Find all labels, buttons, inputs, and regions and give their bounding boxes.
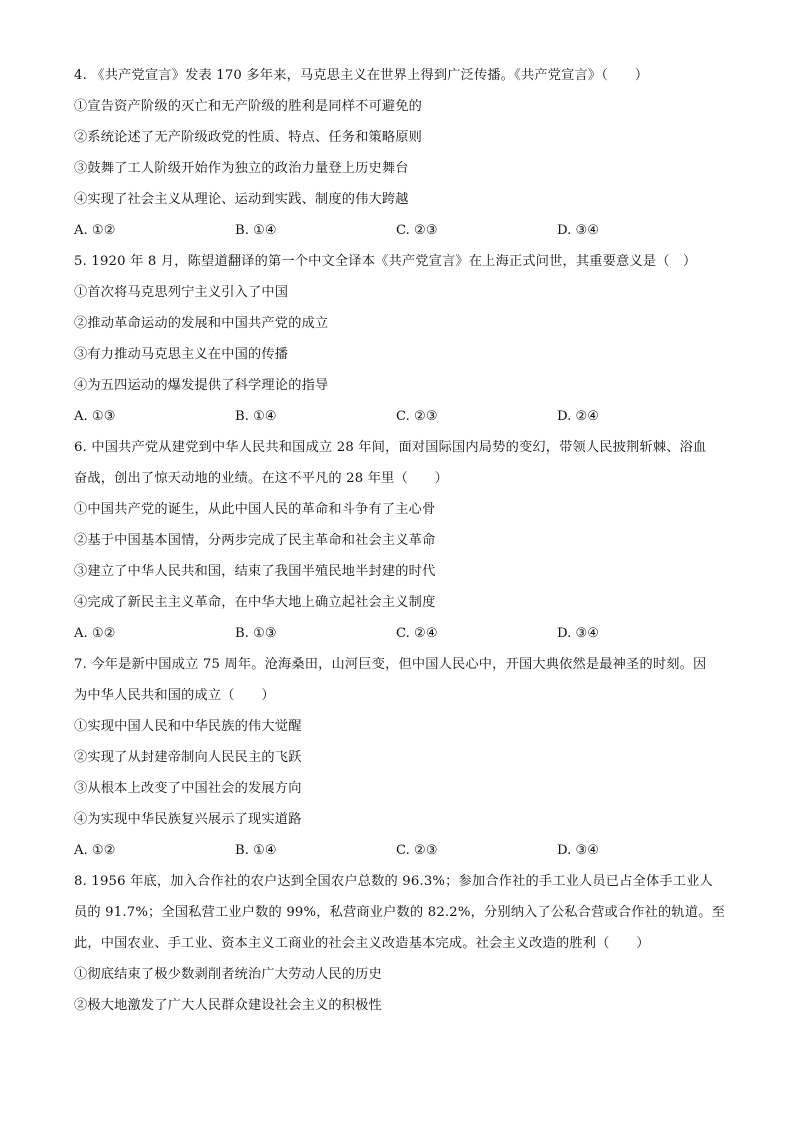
answer-option-c[interactable]: C. ②④ — [396, 626, 438, 641]
question-stem-line: 此，中国农业、手工业、资本主义工商业的社会主义改造基本完成。社会主义改造的胜利（ ） — [74, 936, 650, 951]
answer-option-a[interactable]: A. ①② — [74, 626, 116, 641]
answer-option-b[interactable]: B. ①④ — [235, 409, 277, 424]
answer-options — [74, 835, 734, 866]
statement-item: ③有力推动马克思主义在中国的传播 — [74, 347, 289, 362]
question-4 — [74, 60, 734, 246]
statement-item: ①彻底结束了极少数剥削者统治广大劳动人民的历史 — [74, 967, 382, 982]
statement-item: ④实现了社会主义从理论、运动到实践、制度的伟大跨越 — [74, 192, 409, 207]
answer-option-c[interactable]: C. ②③ — [396, 223, 438, 238]
question-stem-line: 8. 1956 年底，加入合作社的农户达到全国农户总数的 96.3%；参加合作社的手工业人员已占全体手工业人 — [74, 874, 713, 889]
answer-option-c[interactable]: C. ②③ — [396, 409, 438, 424]
question-6 — [74, 432, 734, 649]
question-7 — [74, 649, 734, 866]
statement-item: ②系统论述了无产阶级政党的性质、特点、任务和策略原则 — [74, 130, 423, 145]
statement-item: ②推动革命运动的发展和中国共产党的成立 — [74, 316, 329, 331]
answer-option-b[interactable]: B. ①④ — [235, 223, 277, 238]
answer-option-d[interactable]: D. ③④ — [557, 223, 600, 238]
statement-item: ②实现了从封建帝制向人民民主的飞跃 — [74, 750, 302, 765]
question-stem-line: 为中华人民共和国的成立（ ） — [74, 688, 275, 703]
statement-item: ②极大地激发了广大人民群众建设社会主义的积极性 — [74, 998, 382, 1013]
question-stem-line: 5. 1920 年 8 月，陈望道翻译的第一个中文全译本《共产党宣言》在上海正式问世，其重要意义是（ ） — [74, 254, 697, 269]
question-stem-line: 员的 91.7%；全国私营工业户数的 99%，私营商业户数的 82.2%，分别纳入了公私合营或合作社的轨道。至 — [74, 905, 725, 920]
statement-item: ①宣告资产阶级的灭亡和无产阶级的胜利是同样不可避免的 — [74, 99, 423, 114]
question-8 — [74, 866, 734, 1021]
answer-option-b[interactable]: B. ①③ — [235, 626, 277, 641]
answer-option-d[interactable]: D. ③④ — [557, 626, 600, 641]
exam-page — [74, 60, 734, 1021]
statement-item: ②基于中国基本国情，分两步完成了民主革命和社会主义革命 — [74, 533, 436, 548]
answer-option-d[interactable]: D. ②④ — [557, 409, 600, 424]
answer-option-a[interactable]: A. ①③ — [74, 409, 116, 424]
answer-options — [74, 401, 734, 432]
statement-item: ①实现中国人民和中华民族的伟大觉醒 — [74, 719, 302, 734]
statement-item: ④为五四运动的爆发提供了科学理论的指导 — [74, 378, 329, 393]
question-5 — [74, 246, 734, 432]
question-stem-line: 4. 《共产党宣言》发表 170 多年来，马克思主义在世界上得到广泛传播。《共产党宣言》（ ） — [74, 68, 649, 83]
statement-item: ③鼓舞了工人阶级开始作为独立的政治力量登上历史舞台 — [74, 161, 409, 176]
statement-item: ③从根本上改变了中国社会的发展方向 — [74, 781, 302, 796]
statement-item: ①中国共产党的诞生，从此中国人民的革命和斗争有了主心骨 — [74, 502, 436, 517]
answer-option-b[interactable]: B. ①④ — [235, 843, 277, 858]
question-stem-line: 奋战，创出了惊天动地的业绩。在这不平凡的 28 年里（ ） — [74, 471, 449, 486]
answer-options — [74, 618, 734, 649]
answer-option-d[interactable]: D. ③④ — [557, 843, 600, 858]
answer-options — [74, 215, 734, 246]
answer-option-c[interactable]: C. ②③ — [396, 843, 438, 858]
question-stem-line: 7. 今年是新中国成立 75 周年。沧海桑田，山河巨变，但中国人民心中，开国大典依然是最神圣的时刻。因 — [74, 657, 707, 672]
answer-option-a[interactable]: A. ①② — [74, 843, 116, 858]
statement-item: ③建立了中华人民共和国，结束了我国半殖民地半封建的时代 — [74, 564, 436, 579]
statement-item: ④完成了新民主主义革命，在中华大地上确立起社会主义制度 — [74, 595, 436, 610]
answer-option-a[interactable]: A. ①② — [74, 223, 116, 238]
question-stem-line: 6. 中国共产党从建党到中华人民共和国成立 28 年间，面对国际国内局势的变幻，带领人民披荆斩棘、浴血 — [74, 440, 707, 455]
statement-item: ①首次将马克思列宁主义引入了中国 — [74, 285, 289, 300]
statement-item: ④为实现中华民族复兴展示了现实道路 — [74, 812, 302, 827]
